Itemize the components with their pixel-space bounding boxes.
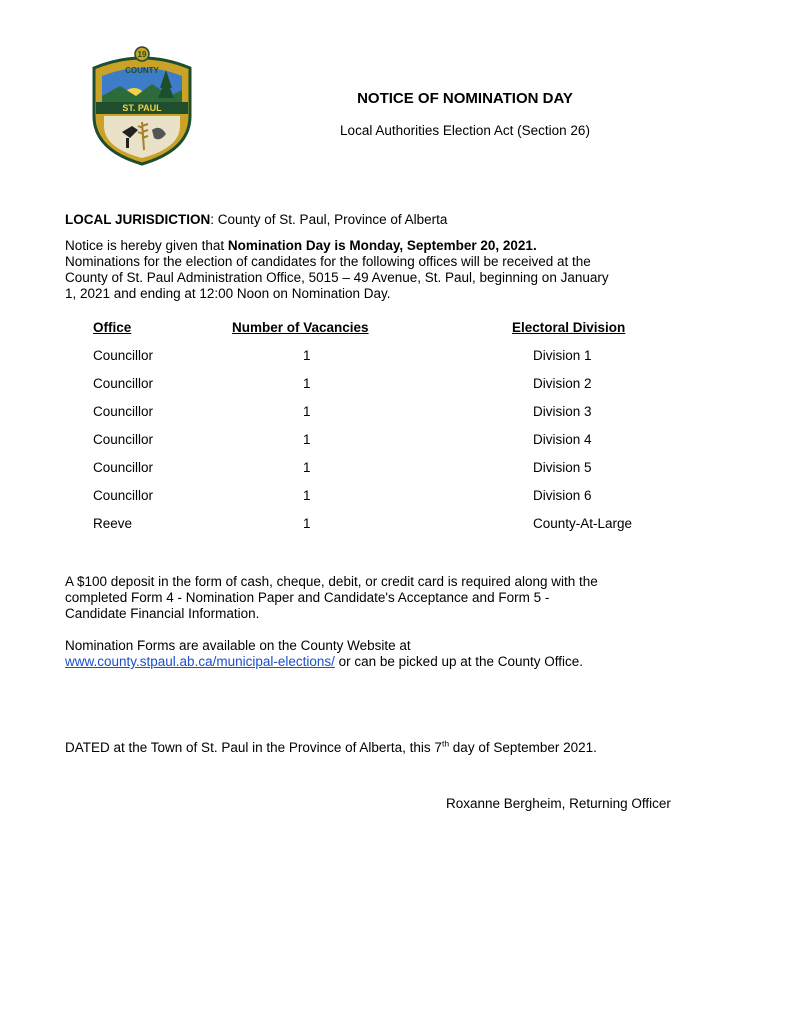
nomination-day-highlight: Nomination Day is Monday, September 20, 2021. (227, 238, 537, 253)
table-header (0, 320, 791, 338)
table-row (0, 404, 791, 422)
notice-line-3: County of St. Paul Administration Office, 5015 – 49 Avenue, St. Paul, beginning on January (65, 270, 609, 285)
vacancies-cell: 1 (303, 460, 311, 475)
division-cell: County-At-Large (533, 516, 633, 531)
office-cell: Councillor (93, 432, 154, 447)
deposit-paragraph (65, 574, 715, 622)
office-cell: Reeve (93, 516, 133, 531)
division-cell: Division 5 (533, 460, 592, 475)
table-row (0, 488, 791, 506)
division-cell: Division 3 (533, 404, 592, 419)
page-subtitle: Local Authorities Election Act (Section 26) (340, 123, 590, 138)
notice-paragraph (65, 238, 715, 302)
dated-before: DATED at the Town of St. Paul in the Province of Alberta, this 7 (65, 740, 442, 755)
vacancies-cell: 1 (303, 376, 311, 391)
vacancies-cell: 1 (303, 348, 311, 363)
deposit-line-2: completed Form 4 - Nomination Paper and Candidate's Acceptance and Form 5 - (65, 590, 550, 605)
office-cell: Councillor (93, 376, 154, 391)
crest-county-text: COUNTY (125, 66, 159, 75)
table-row (0, 348, 791, 366)
forms-line-2: or can be picked up at the County Office. (334, 654, 584, 669)
division-cell: Division 1 (533, 348, 592, 363)
division-cell: Division 4 (533, 432, 592, 447)
page-title: NOTICE OF NOMINATION DAY (357, 90, 573, 107)
dated-superscript: th (441, 738, 450, 749)
office-cell: Councillor (93, 488, 154, 503)
header-office: Office (93, 320, 132, 335)
crest-stpaul-text: ST. PAUL (122, 103, 162, 113)
office-cell: Councillor (93, 404, 154, 419)
division-cell: Division 6 (533, 488, 592, 503)
notice-line-2: Nominations for the election of candidates for the following offices will be received at the (65, 254, 591, 269)
header-vacancies: Number of Vacancies (232, 320, 369, 335)
vacancies-cell: 1 (303, 488, 311, 503)
dated-after: day of September 2021. (449, 740, 597, 755)
table-row (0, 376, 791, 394)
municipal-elections-link[interactable]: www.county.stpaul.ab.ca/municipal-elections/ (65, 654, 335, 669)
office-cell: Councillor (93, 348, 154, 363)
jurisdiction-value: : County of St. Paul, Province of Alberta (210, 212, 448, 227)
jurisdiction-line (65, 212, 715, 228)
table-row (0, 516, 791, 534)
signature-line: Roxanne Bergheim, Returning Officer (446, 796, 671, 811)
vacancies-cell: 1 (303, 516, 311, 531)
table-row (0, 460, 791, 478)
jurisdiction-label: LOCAL JURISDICTION (65, 212, 211, 227)
vacancies-cell: 1 (303, 404, 311, 419)
table-row (0, 432, 791, 450)
division-cell: Division 2 (533, 376, 592, 391)
dated-line (65, 740, 715, 756)
deposit-line-3: Candidate Financial Information. (65, 606, 260, 621)
header-division: Electoral Division (512, 320, 626, 335)
notice-intro: Notice is hereby given that (65, 238, 228, 253)
deposit-line-1: A $100 deposit in the form of cash, cheque, debit, or credit card is required along with the (65, 574, 598, 589)
county-crest-logo (86, 46, 198, 166)
crest-number-text: 19 (137, 50, 147, 59)
notice-line-4: 1, 2021 and ending at 12:00 Noon on Nomination Day. (65, 286, 391, 301)
forms-line-1: Nomination Forms are available on the County Website at (65, 638, 411, 653)
vacancies-cell: 1 (303, 432, 311, 447)
forms-paragraph (65, 638, 715, 670)
office-cell: Councillor (93, 460, 154, 475)
